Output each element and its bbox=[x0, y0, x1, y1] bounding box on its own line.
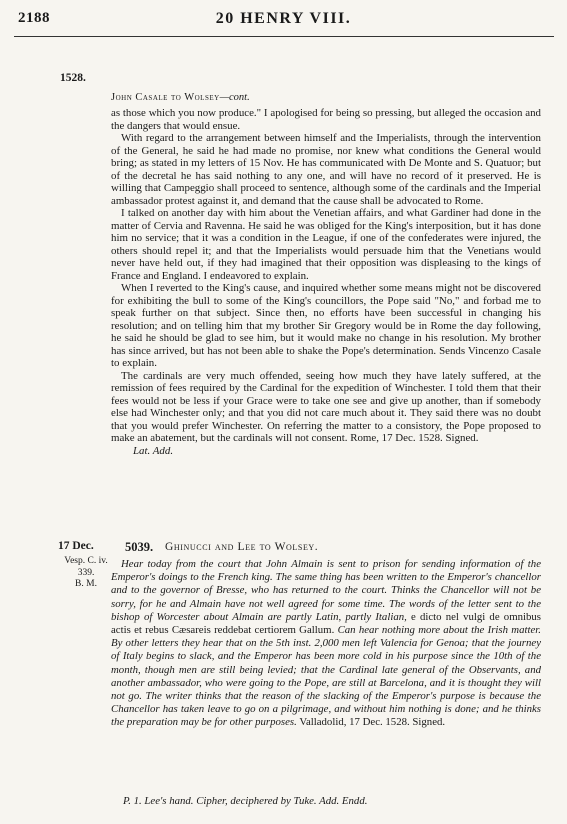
entry-title bbox=[165, 541, 318, 553]
paragraph: as those which you now produce." I apologised for being so pressing, but alleged the occasion and the dangers that would ensue. bbox=[111, 107, 541, 132]
abstract-close: Valladolid, 17 Dec. 1528. Signed. bbox=[296, 716, 446, 729]
header-rule bbox=[14, 36, 554, 37]
reference-line: B. M. bbox=[75, 579, 97, 589]
paragraph: When I reverted to the King's cause, and inquired whether some means might not be discovered for exhibiting the bull to some of the King's councillors, the Pope said "No," and forbad me to speak further on that subject. Since then, no efforts have been successful in changing his resolution; and on telling him that my brother Sir Gregory would be in Rome the day following, he said he should be glad to see him, but it would make no change in his resolution. My brother has since arrived, but has not been able to shake the Pope's determination. Sends Vincenzo Casale to explain. bbox=[111, 282, 541, 369]
page-header bbox=[0, 0, 567, 44]
entry-number: 5039. bbox=[125, 540, 154, 554]
latin-quote: e dicto nel vulgi de omnibus actis et rebus Cæsareis reddebat certiorem Gallum. bbox=[111, 610, 541, 637]
entry-abstract bbox=[111, 558, 541, 730]
letter-body bbox=[111, 107, 541, 457]
continuation-heading bbox=[111, 92, 531, 103]
endorsement: Lat. Add. bbox=[133, 444, 174, 457]
entry-date: 17 Dec. bbox=[58, 540, 94, 552]
abstract-part: Can hear nothing more about the Irish matter. By other letters they hear that on the 5th inst. 2,000 men left Valencia for Genoa; that the journey of Italy begins to slack, and the Emperor has been more cold in his purpose since the 10th of the month, though men are still being levied; that the Cardinal late general of the Observants, and another ambassador, who were going to the Pope, are still at Barcelona, and it is thought they will not go. The writer thinks that the reason of the slacking of the Emperor's purpose is because the Chancellor has taken leave to go on a pilgrimage, and without him nothing is done; and he thinks the preparation may be for other purposes. bbox=[111, 624, 541, 729]
year-label: 1528. bbox=[60, 72, 86, 84]
abstract-part: Hear today from the court that John Almain is sent to prison for sending information of the Emperor's doings to the French king. The same thing has been written to the Emperor's chancellor and to the governor of Bresse, who has returned to the court. Thinks the Chancellor will not be sorry, for he and Almain have not well agreed for some time. The words of the letter sent to the bishop of Worcester about Almain are partly Latin, partly Italian, bbox=[111, 558, 541, 623]
page-number: 2188 bbox=[18, 10, 50, 26]
continuation-title: John Casale to Wolsey bbox=[111, 92, 220, 103]
entry-note: P. 1. Lee's hand. Cipher, deciphered by Tuke. Add. Endd. bbox=[123, 795, 368, 807]
paragraph: The cardinals are very much offended, seeing how much they have lately suffered, at the remission of fees required by the Cardinal for the expedition of Winchester. I told them that their fees would not be less if your Grace were to take one see and give up another, than if somebody else had Winchester only; and that you did not care much about it. They said there was no doubt that you would prefer Winchester. On referring the matter to a consistory, the Pope proposed to make an abatement, but the cardinals will not consent. Rome, 17 Dec. 1528. Signed. bbox=[111, 369, 541, 444]
paragraph: I talked on another day with him about the Venetian affairs, and what Gardiner had done in the matter of Cervia and Ravenna. He said he was obliged for the King's interposition, but it has done him no service; that it was a condition in the League, if one of the confederates were injured, the others should repel it; and that the Imperialists would persuade him that the Venetians would never have held out, if they had imagined that their opposition was displeasing to the kings of France and England. I endeavored to explain. bbox=[111, 207, 541, 282]
continuation-marker: —cont. bbox=[219, 92, 250, 103]
paragraph: With regard to the arrangement between himself and the Imperialists, through the intervention of the General, he said he had made no promise, nor knew what conditions the General would bring; as stated in my letters of 15 Nov. He has communicated with De Monte and S. Quatuor; but of the decretal he has said nothing to any one, and will have no record of it preserved. He is willing that Campeggio shall proceed to sentence, although some of the cardinals and the Imperial ambassador protest against it, and demand that the cause shall be advocated to Rome. bbox=[111, 132, 541, 207]
source-reference bbox=[64, 556, 108, 591]
entry-title-text: Ghinucci and Lee to Wolsey. bbox=[165, 541, 319, 553]
reference-line: Vesp. C. iv. bbox=[64, 556, 108, 566]
reference-line: 339. bbox=[77, 567, 95, 578]
running-head: 20 HENRY VIII. bbox=[215, 10, 352, 27]
